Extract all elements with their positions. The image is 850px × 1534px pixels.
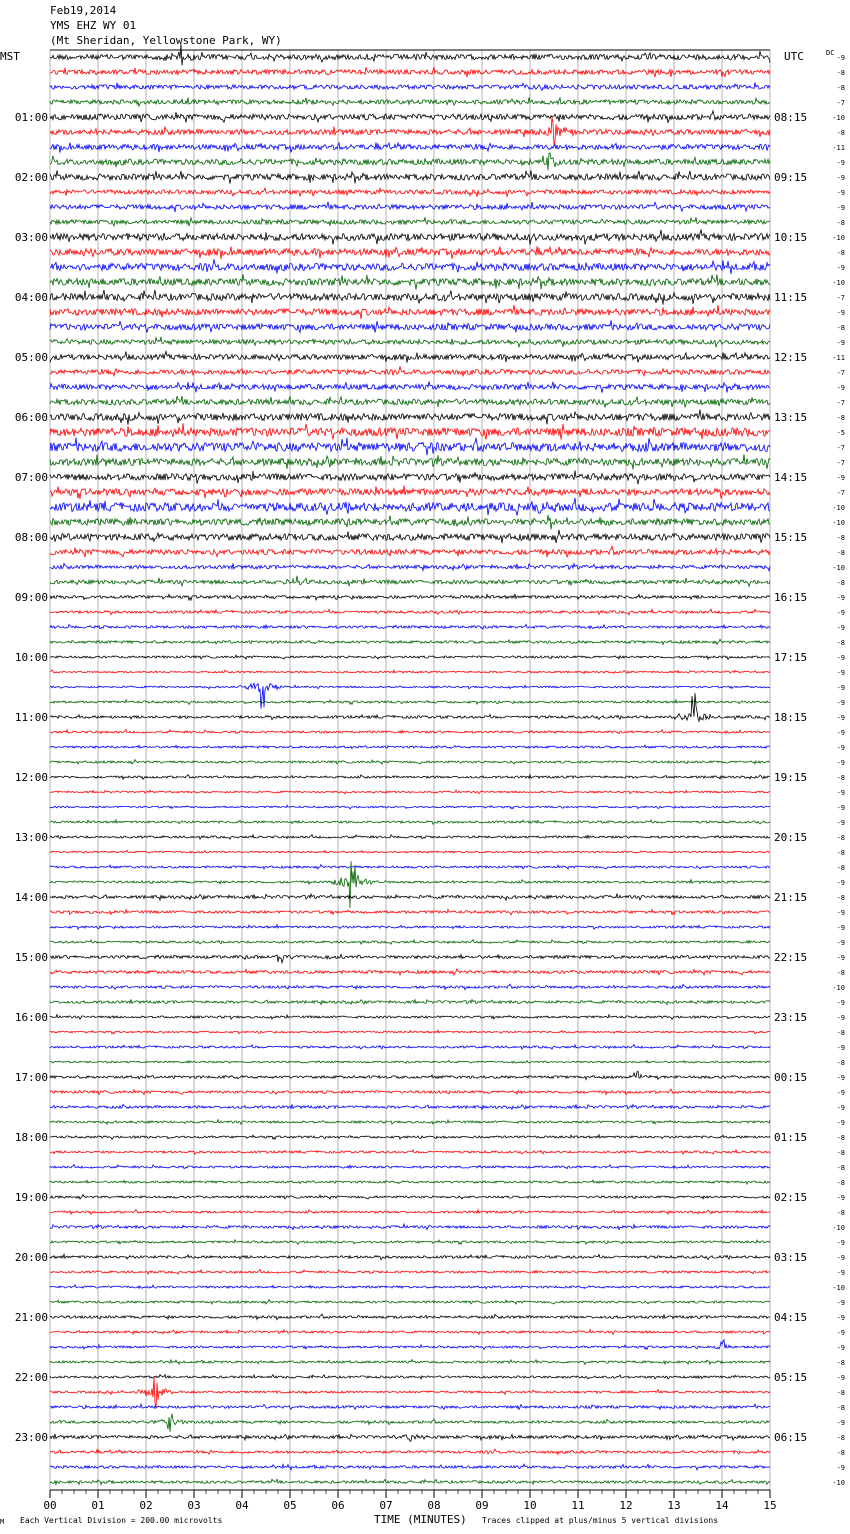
- left-hour-label: 13:00: [14, 831, 48, 844]
- dc-offset-label: -8: [836, 834, 845, 842]
- dc-offset-label: -9: [836, 924, 845, 932]
- seismic-traces: [50, 44, 770, 1485]
- trace-row: [50, 1104, 770, 1109]
- left-hour-label: 12:00: [14, 771, 48, 784]
- trace-row: [50, 563, 770, 570]
- trace-row: [50, 670, 770, 674]
- dc-offset-label: -11: [832, 144, 845, 152]
- dc-offset-label: -8: [836, 84, 845, 92]
- trace-row: [50, 1195, 770, 1200]
- dc-offset-label: -10: [832, 519, 845, 527]
- right-hour-label: 02:15: [774, 1191, 808, 1204]
- dc-offset-label: -9: [836, 474, 845, 482]
- trace-row: [50, 188, 770, 197]
- trace-row: [50, 1180, 770, 1184]
- dc-offset-label: -9: [836, 264, 845, 272]
- trace-row: [50, 609, 770, 615]
- dc-offset-label: -10: [832, 114, 845, 122]
- left-hour-label: 22:00: [14, 1371, 48, 1384]
- x-tick-label: 10: [523, 1499, 537, 1512]
- dc-offset-label: -8: [836, 864, 845, 872]
- dc-offset-label: -8: [836, 219, 845, 227]
- dc-offset-label: -8: [836, 894, 845, 902]
- header-date: Feb19,2014: [50, 4, 117, 17]
- trace-row: [50, 275, 770, 290]
- dc-offset-label: -9: [836, 654, 845, 662]
- left-hour-label: 14:00: [14, 891, 48, 904]
- trace-row: [50, 1300, 770, 1305]
- right-hour-label: 21:15: [774, 891, 808, 904]
- trace-row: [50, 117, 770, 146]
- x-tick-label: 00: [43, 1499, 57, 1512]
- trace-row: [50, 423, 770, 439]
- trace-row: [50, 1434, 770, 1441]
- trace-row: [50, 396, 770, 407]
- x-tick-label: 02: [139, 1499, 153, 1512]
- trace-row: [50, 320, 770, 332]
- trace-row: [50, 1377, 770, 1409]
- trace-row: [50, 97, 770, 106]
- trace-row: [50, 639, 770, 644]
- trace-row: [50, 745, 770, 749]
- dc-offset-label: -8: [836, 1164, 845, 1172]
- x-tick-label: 12: [619, 1499, 633, 1512]
- dc-offset-label: -9: [836, 1329, 845, 1337]
- trace-row: [50, 790, 770, 794]
- trace-row: [50, 1089, 770, 1095]
- dc-offset-label: -7: [836, 399, 845, 407]
- dc-offset-label: -7: [836, 99, 845, 107]
- left-hour-label: 09:00: [14, 591, 48, 604]
- left-hour-label: 16:00: [14, 1011, 48, 1024]
- right-hour-label: 03:15: [774, 1251, 808, 1264]
- trace-row: [50, 1015, 770, 1020]
- dc-offset-label: -10: [832, 1479, 845, 1487]
- trace-row: [50, 1060, 770, 1063]
- dc-offset-label: -9: [836, 1119, 845, 1127]
- dc-offset-label: -8: [836, 1209, 845, 1217]
- trace-row: [50, 515, 770, 530]
- dc-offset-label: -8: [836, 1179, 845, 1187]
- left-hour-label: 15:00: [14, 951, 48, 964]
- left-hour-label: 21:00: [14, 1311, 48, 1324]
- dc-offset-label: -10: [832, 279, 845, 287]
- dc-offset-label: -9: [836, 999, 845, 1007]
- dc-offset-label: -9: [836, 1374, 845, 1382]
- trace-row: [50, 217, 770, 226]
- trace-row: [50, 1030, 770, 1034]
- trace-row: [50, 1330, 770, 1335]
- trace-row: [50, 1360, 770, 1365]
- trace-row: [50, 498, 770, 516]
- trace-row: [50, 999, 770, 1004]
- dc-offset-label: -8: [836, 414, 845, 422]
- dc-offset-label: -9: [836, 699, 845, 707]
- x-tick-label: 14: [715, 1499, 729, 1512]
- dc-offset-label: -9: [836, 879, 845, 887]
- dc-offset-label: -11: [832, 354, 845, 362]
- trace-row: [50, 1045, 770, 1050]
- trace-row: [50, 142, 770, 152]
- trace-row: [50, 1210, 770, 1215]
- left-timezone-label: MST: [0, 50, 20, 63]
- trace-row: [50, 170, 770, 183]
- left-hour-label: 11:00: [14, 711, 48, 724]
- dc-offset-label: -9: [836, 54, 845, 62]
- dc-offset-label: -9: [836, 609, 845, 617]
- right-hour-label: 01:15: [774, 1131, 808, 1144]
- right-hour-label: 06:15: [774, 1431, 808, 1444]
- trace-row: [50, 624, 770, 629]
- dc-offset-label: -9: [836, 1254, 845, 1262]
- dc-offset-label: -8: [836, 1449, 845, 1457]
- trace-row: [50, 530, 770, 543]
- dc-offset-label: -9: [836, 1299, 845, 1307]
- dc-offset-label: -9: [836, 789, 845, 797]
- trace-row: [50, 820, 770, 824]
- dc-offset-label: -8: [836, 1389, 845, 1397]
- trace-row: [50, 984, 770, 990]
- x-axis-label: TIME (MINUTES): [374, 1513, 467, 1526]
- trace-row: [50, 111, 770, 123]
- trace-row: [50, 969, 770, 975]
- trace-row: [50, 305, 770, 319]
- trace-row: [50, 576, 770, 587]
- right-hour-label: 19:15: [774, 771, 808, 784]
- right-hour-label: 08:15: [774, 111, 808, 124]
- dc-offset-label: -8: [836, 69, 845, 77]
- time-axis: [43, 1490, 776, 1512]
- x-tick-label: 05: [283, 1499, 297, 1512]
- trace-row: [50, 1375, 770, 1379]
- trace-row: [50, 1150, 770, 1154]
- dc-offset-label: -9: [836, 954, 845, 962]
- trace-row: [50, 850, 770, 853]
- right-hour-label: 20:15: [774, 831, 808, 844]
- dc-offset-label: -10: [832, 504, 845, 512]
- right-hour-label: 05:15: [774, 1371, 808, 1384]
- trace-row: [50, 290, 770, 305]
- right-timezone-label: UTC: [784, 50, 804, 63]
- dc-offset-label: -8: [836, 849, 845, 857]
- trace-row: [50, 775, 770, 780]
- x-tick-label: 07: [379, 1499, 393, 1512]
- dc-offset-label: -8: [836, 549, 845, 557]
- x-tick-label: 08: [427, 1499, 441, 1512]
- trace-row: [50, 1404, 770, 1409]
- left-hour-label: 01:00: [14, 111, 48, 124]
- trace-row: [50, 246, 770, 259]
- trace-row: [50, 470, 770, 484]
- trace-row: [50, 594, 770, 600]
- dc-offset-label: -10: [832, 234, 845, 242]
- trace-row: [50, 805, 770, 809]
- dc-offset-label: -9: [836, 159, 845, 167]
- trace-row: [50, 546, 770, 557]
- trace-row: [50, 1314, 770, 1320]
- dc-offset-label: -8: [836, 774, 845, 782]
- left-hour-label: 06:00: [14, 411, 48, 424]
- trace-row: [50, 760, 770, 765]
- dc-offset-label: -9: [836, 189, 845, 197]
- right-hour-label: 09:15: [774, 171, 808, 184]
- left-hour-label: 19:00: [14, 1191, 48, 1204]
- dc-offset-label: -9: [836, 714, 845, 722]
- trace-row: [50, 410, 770, 425]
- dc-offset-label: -10: [832, 1284, 845, 1292]
- dc-offset-label: -7: [836, 444, 845, 452]
- trace-row: [50, 894, 770, 901]
- dc-offset-label: -9: [836, 1074, 845, 1082]
- trace-row: [50, 67, 770, 77]
- dc-offset-label: -8: [836, 1359, 845, 1367]
- dc-offset-label: -9: [836, 1344, 845, 1352]
- dc-offset-label: -10: [832, 1224, 845, 1232]
- trace-row: [50, 454, 770, 469]
- dc-offset-label: -8: [836, 579, 845, 587]
- dc-offset-label: -7: [836, 294, 845, 302]
- dc-offset-label: -8: [836, 1434, 845, 1442]
- trace-row: [50, 83, 770, 91]
- left-hour-label: 08:00: [14, 531, 48, 544]
- trace-row: [50, 954, 770, 962]
- dc-offset-label: -9: [836, 1104, 845, 1112]
- right-hour-label: 22:15: [774, 951, 808, 964]
- dc-offset-label: -9: [836, 744, 845, 752]
- dc-offset-label: -9: [836, 669, 845, 677]
- dc-offset-label: -10: [832, 564, 845, 572]
- right-hour-label: 14:15: [774, 471, 808, 484]
- trace-row: [50, 1120, 770, 1125]
- left-hour-label: 02:00: [14, 171, 48, 184]
- trace-row: [50, 655, 770, 659]
- right-hour-label: 18:15: [774, 711, 808, 724]
- right-hour-label: 13:15: [774, 411, 808, 424]
- trace-row: [50, 1224, 770, 1230]
- header-location: (Mt Sheridan, Yellowstone Park, WY): [50, 34, 282, 47]
- trace-row: [50, 337, 770, 348]
- right-hour-label: 12:15: [774, 351, 808, 364]
- dc-offset-label: -9: [836, 1044, 845, 1052]
- dc-offset-label: -9: [836, 1464, 845, 1472]
- dc-offset-label: -9: [836, 1239, 845, 1247]
- trace-row: [50, 730, 770, 734]
- left-hour-label: 03:00: [14, 231, 48, 244]
- trace-row: [50, 865, 770, 870]
- trace-row: [50, 1414, 770, 1432]
- dc-offset-label: -9: [836, 909, 845, 917]
- trace-row: [50, 693, 770, 721]
- trace-row: [50, 1285, 770, 1289]
- right-hour-label: 04:15: [774, 1311, 808, 1324]
- x-tick-label: 04: [235, 1499, 249, 1512]
- trace-row: [50, 485, 770, 499]
- trace-row: [50, 259, 770, 274]
- left-hour-label: 20:00: [14, 1251, 48, 1264]
- dc-offset-label: -9: [836, 1014, 845, 1022]
- dc-offset-label: -8: [836, 129, 845, 137]
- left-hour-label: 04:00: [14, 291, 48, 304]
- dc-offset-label: -9: [836, 819, 845, 827]
- dc-offset-label: -9: [836, 174, 845, 182]
- dc-offset-label: -9: [836, 204, 845, 212]
- trace-row: [50, 1479, 770, 1485]
- dc-offset-label: -9: [836, 339, 845, 347]
- dc-offset-label: -8: [836, 1404, 845, 1412]
- dc-offset-label: -8: [836, 1029, 845, 1037]
- scale-note: Each Vertical Division = 200.00 microvolts: [20, 1516, 223, 1525]
- trace-row: [50, 940, 770, 945]
- trace-row: [50, 1165, 770, 1169]
- dc-offset-label: -8: [836, 534, 845, 542]
- right-hour-label: 00:15: [774, 1071, 808, 1084]
- trace-row: [50, 1071, 770, 1079]
- trace-row: [50, 1464, 770, 1470]
- x-tick-label: 01: [91, 1499, 105, 1512]
- trace-row: [50, 1270, 770, 1275]
- trace-row: [50, 1240, 770, 1245]
- x-tick-label: 09: [475, 1499, 489, 1512]
- dc-offset-label: -9: [836, 804, 845, 812]
- dc-offset-label: -8: [836, 324, 845, 332]
- x-tick-label: 13: [667, 1499, 681, 1512]
- dc-offset-label: -9: [836, 1314, 845, 1322]
- left-hour-label: 17:00: [14, 1071, 48, 1084]
- right-hour-label: 10:15: [774, 231, 808, 244]
- trace-row: [50, 683, 770, 708]
- trace-row: [50, 1340, 770, 1350]
- trace-row: [50, 700, 770, 705]
- right-hour-label: 11:15: [774, 291, 808, 304]
- dc-label: DC: [826, 49, 835, 57]
- left-hour-label: 18:00: [14, 1131, 48, 1144]
- trace-row: [50, 925, 770, 929]
- dc-offset-label: -9: [836, 759, 845, 767]
- dc-offset-label: -9: [836, 309, 845, 317]
- left-hour-label: 23:00: [14, 1431, 48, 1444]
- dc-offset-label: -9: [836, 594, 845, 602]
- right-hour-label: 23:15: [774, 1011, 808, 1024]
- right-hour-label: 17:15: [774, 651, 808, 664]
- trace-row: [50, 202, 770, 212]
- logo-mark: M: [0, 1518, 5, 1526]
- dc-offset-label: -7: [836, 369, 845, 377]
- dc-offset-label: -9: [836, 384, 845, 392]
- dc-offset-label: -8: [836, 1149, 845, 1157]
- dc-offset-label: -7: [836, 489, 845, 497]
- x-tick-label: 03: [187, 1499, 201, 1512]
- x-tick-label: 15: [763, 1499, 777, 1512]
- left-hour-label: 10:00: [14, 651, 48, 664]
- trace-row: [50, 381, 770, 392]
- dc-offset-label: -9: [836, 729, 845, 737]
- dc-offset-label: -10: [832, 984, 845, 992]
- trace-row: [50, 153, 770, 170]
- trace-row: [50, 909, 770, 915]
- x-tick-label: 06: [331, 1499, 345, 1512]
- left-hour-label: 07:00: [14, 471, 48, 484]
- dc-offset-label: -9: [836, 1089, 845, 1097]
- trace-row: [50, 351, 770, 362]
- dc-offset-label: -9: [836, 684, 845, 692]
- dc-offset-label: -7: [836, 459, 845, 467]
- trace-row: [50, 44, 770, 65]
- trace-row: [50, 438, 770, 456]
- dc-offset-label: -8: [836, 639, 845, 647]
- trace-row: [50, 1254, 770, 1259]
- dc-offset-label: -8: [836, 1134, 845, 1142]
- dc-offset-label: -8: [836, 1059, 845, 1067]
- dc-offset-label: -9: [836, 624, 845, 632]
- dc-offset-label: -8: [836, 249, 845, 257]
- trace-row: [50, 835, 770, 840]
- left-hour-label: 05:00: [14, 351, 48, 364]
- dc-offset-label: -9: [836, 1419, 845, 1427]
- dc-offset-label: -9: [836, 1269, 845, 1277]
- dc-offset-label: -5: [836, 429, 845, 437]
- dc-offset-label: -8: [836, 969, 845, 977]
- trace-row: [50, 1449, 770, 1454]
- trace-row: [50, 1135, 770, 1140]
- x-tick-label: 11: [571, 1499, 585, 1512]
- clip-note: Traces clipped at plus/minus 5 vertical divisions: [482, 1516, 719, 1525]
- trace-row: [50, 230, 770, 245]
- right-hour-label: 16:15: [774, 591, 808, 604]
- dc-offset-label: -9: [836, 939, 845, 947]
- right-hour-label: 15:15: [774, 531, 808, 544]
- trace-row: [50, 367, 770, 377]
- dc-offset-label: -9: [836, 1194, 845, 1202]
- header-station: YMS EHZ WY 01: [50, 19, 137, 32]
